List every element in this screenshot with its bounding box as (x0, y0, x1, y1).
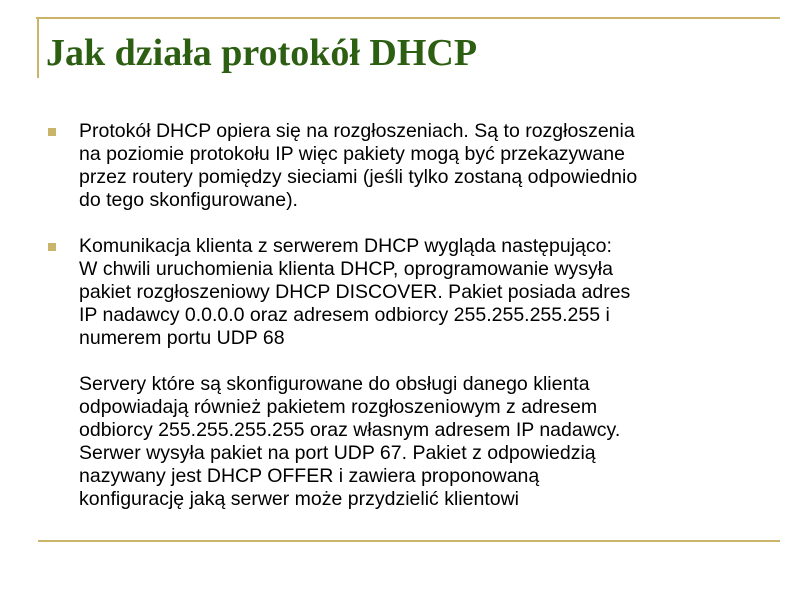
square-bullet-icon (48, 128, 56, 136)
left-divider (37, 18, 39, 78)
spacer (48, 350, 760, 373)
sub-paragraph-discover: W chwili uruchomienia klienta DHCP, oprogramowanie wysyła pakiet rozgłoszeniowy DHCP DISCOVER. Pakiet posiada adres IP nadawcy 0.0.0.0 oraz adresem odbiorcy 255.255.255.255 i numerem portu UDP 68 (79, 258, 631, 349)
bullet-item (48, 235, 760, 258)
slide-title: Jak działa protokół DHCP (46, 32, 478, 74)
spacer (48, 212, 760, 235)
bottom-divider (38, 540, 780, 542)
sub-paragraph-offer: Servery które są skonfigurowane do obsługi danego klienta odpowiadają również pakietem rozgłoszeniowym z adresem odbiorcy 255.255.255.255 oraz własnym adresem IP nadawcy. Serwer wysyła pakiet na port UDP 67. Pakiet z odpowiedzią nazywany jest DHCP OFFER i zawiera proponowaną konfigurację jaką serwer może przydzielić klientowi (79, 373, 621, 510)
square-bullet-icon (48, 243, 56, 251)
top-divider (36, 17, 780, 19)
bullet-text: Komunikacja klienta z serwerem DHCP wygląda następująco: (79, 235, 612, 257)
slide-content (48, 120, 760, 511)
bullet-text: Protokół DHCP opiera się na rozgłoszeniach. Są to rozgłoszenia na poziomie protokołu IP więc pakiety mogą być przekazywane przez routery pomiędzy sieciami (jeśli tylko zostaną odpowiednio do tego skonfigurowane). (79, 120, 638, 211)
bullet-item (48, 120, 760, 212)
